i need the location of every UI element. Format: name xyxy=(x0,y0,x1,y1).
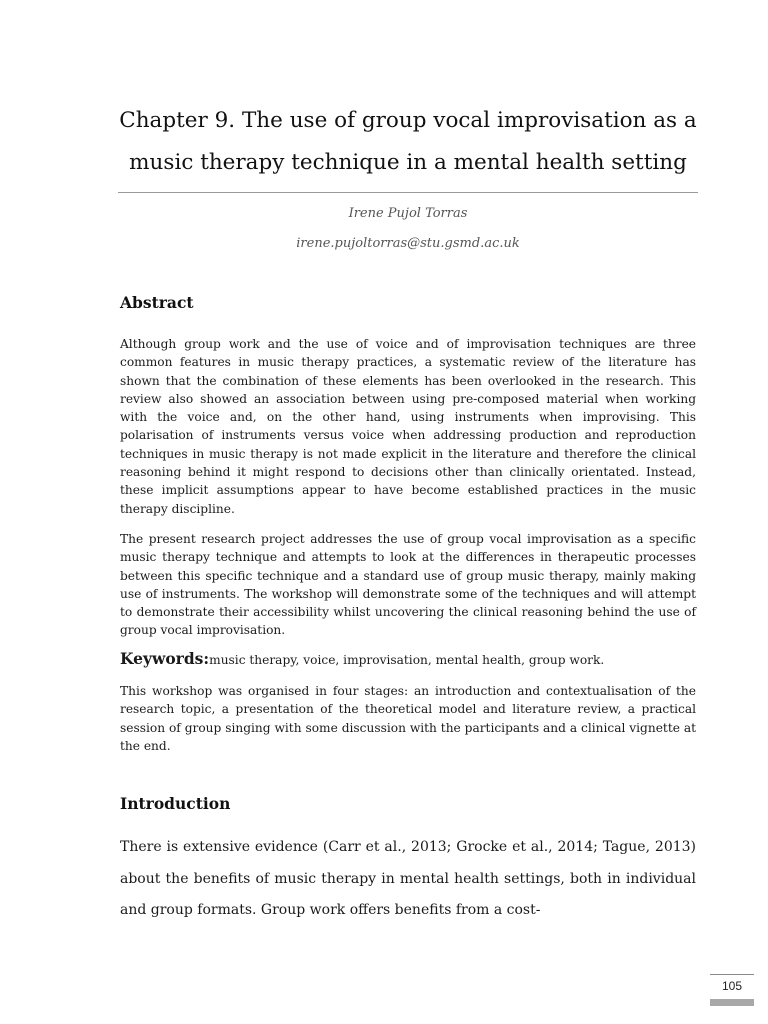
page-number-bar xyxy=(710,999,754,1006)
keywords-label: Keywords: xyxy=(120,649,210,668)
author-email: irene.pujoltorras@stu.gsmd.ac.uk xyxy=(296,236,520,251)
page-number-box xyxy=(710,974,754,1006)
page-number-rule xyxy=(710,974,754,975)
chapter-title: Chapter 9. The use of group vocal improvisation as a music therapy technique in a mental health setting xyxy=(119,108,697,175)
abstract-paragraph-1: Although group work and the use of voice and of improvisation techniques are three common features in music therapy practices, a systematic review of the literature has shown that the combination of these elements has been overlooked in the research. This review also showed an association between using pre-composed material when working with the voice and, on the other hand, using instruments when improvising. This polarisation of instruments versus voice when addressing production and reproduction techniques in music therapy is not made explicit in the literature and therefore the clinical reasoning behind it might respond to decisions other than clinically orientated. Instead, these implicit assumptions appear to have become established practices in the music therapy discipline. xyxy=(120,337,696,516)
introduction-heading: Introduction xyxy=(120,794,231,813)
keywords-text: music therapy, voice, improvisation, mental health, group work. xyxy=(209,653,605,667)
introduction-paragraph: There is extensive evidence (Carr et al., 2013; Grocke et al., 2014; Tague, 2013) about the benefits of music therapy in mental health settings, both in individual and group formats. Group work offers benefits from a cost- xyxy=(120,839,696,918)
workshop-paragraph: This workshop was organised in four stages: an introduction and contextualisation of the research topic, a presentation of the theoretical model and literature review, a practical session of group singing with some discussion with the participants and a clinical vignette at the end. xyxy=(120,684,696,753)
title-divider xyxy=(118,192,698,193)
abstract-paragraph-2: The present research project addresses the use of group vocal improvisation as a specific music therapy technique and attempts to look at the differences in therapeutic processes between this specific technique and a standard use of group music therapy, mainly making use of instruments. The workshop will demonstrate some of the techniques and will attempt to demonstrate their accessibility whilst uncovering the clinical reasoning behind the use of group vocal improvisation. xyxy=(120,532,696,638)
author-name: Irene Pujol Torras xyxy=(348,206,468,221)
abstract-heading: Abstract xyxy=(120,293,194,312)
page-number: 105 xyxy=(721,979,743,993)
keywords-line xyxy=(120,650,696,669)
